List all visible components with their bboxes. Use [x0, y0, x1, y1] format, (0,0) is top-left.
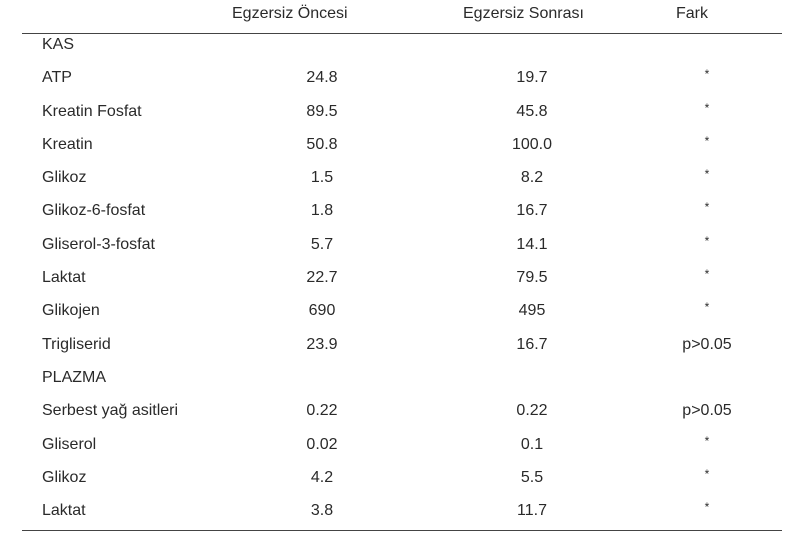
value-pre: 4.2 — [310, 468, 334, 486]
data-table — [22, 0, 782, 520]
table-row — [22, 330, 782, 363]
table-row — [22, 296, 782, 329]
section-row-kas — [22, 30, 782, 63]
value-post: 0.22 — [516, 402, 548, 420]
row-label: Glikoz-6-fosfat — [42, 202, 146, 220]
value-pre: 1.5 — [310, 169, 334, 187]
row-label: ATP — [42, 69, 72, 87]
row-label: Kreatin — [42, 135, 93, 153]
row-label: Kreatin Fosfat — [42, 102, 142, 120]
row-label: Serbest yağ asitleri — [42, 402, 179, 420]
value-post: 495 — [518, 302, 546, 320]
value-post: 8.2 — [520, 169, 544, 187]
row-label: Laktat — [42, 502, 86, 520]
value-post: 5.5 — [520, 468, 544, 486]
row-label: Glikojen — [42, 302, 100, 320]
value-post: 16.7 — [516, 335, 548, 353]
table-row — [22, 230, 782, 263]
table-body — [22, 30, 782, 529]
value-diff: * — [704, 67, 710, 82]
top-rule — [22, 33, 782, 34]
value-diff: * — [704, 133, 710, 148]
value-pre: 24.8 — [306, 69, 338, 87]
value-diff: * — [704, 466, 710, 481]
value-diff: * — [704, 500, 710, 515]
bottom-rule — [22, 530, 782, 531]
value-pre: 690 — [308, 302, 336, 320]
row-label: Gliserol-3-fosfat — [42, 235, 155, 253]
table-header-row — [22, 0, 782, 33]
section-row-plazma — [22, 363, 782, 396]
value-post: 14.1 — [516, 235, 548, 253]
value-diff: * — [704, 200, 710, 215]
value-pre: 3.8 — [310, 502, 334, 520]
table-row — [22, 63, 782, 96]
row-label: Glikoz — [42, 468, 87, 486]
table-row — [22, 163, 782, 196]
value-pre: 23.9 — [306, 335, 338, 353]
value-pre: 5.7 — [310, 235, 334, 253]
header-post-exercise: Egzersiz Sonrası — [463, 5, 584, 22]
value-post: 16.7 — [516, 202, 548, 220]
value-diff: * — [704, 433, 710, 448]
value-pre: 0.02 — [306, 435, 338, 453]
value-post: 0.1 — [520, 435, 544, 453]
header-difference: Fark — [676, 5, 708, 22]
value-pre: 89.5 — [306, 102, 338, 120]
row-label: Gliserol — [42, 435, 97, 453]
table-row — [22, 130, 782, 163]
value-pre: 50.8 — [306, 135, 338, 153]
value-post: 45.8 — [516, 102, 548, 120]
value-pre: 1.8 — [310, 202, 334, 220]
value-diff: * — [704, 300, 710, 315]
section-title: KAS — [42, 36, 75, 53]
value-post: 11.7 — [517, 502, 547, 520]
section-title: PLAZMA — [42, 368, 107, 386]
value-post: 79.5 — [516, 269, 548, 287]
header-pre-exercise: Egzersiz Öncesi — [232, 5, 348, 22]
value-diff: * — [704, 233, 710, 248]
table-row — [22, 196, 782, 229]
row-label: Laktat — [42, 269, 86, 287]
table-row — [22, 263, 782, 296]
table-row — [22, 430, 782, 463]
table-row — [22, 97, 782, 130]
table-row — [22, 496, 782, 529]
row-label: Glikoz — [42, 169, 87, 187]
value-pre: 0.22 — [306, 402, 338, 420]
value-diff: * — [704, 100, 710, 115]
value-diff: p>0.05 — [682, 402, 732, 420]
value-post: 19.7 — [516, 69, 548, 87]
table-row — [22, 396, 782, 429]
table-row — [22, 463, 782, 496]
value-pre: 22.7 — [306, 269, 338, 287]
value-post: 100.0 — [511, 135, 553, 153]
value-diff: * — [704, 267, 710, 282]
value-diff: p>0.05 — [682, 335, 732, 353]
value-diff: * — [704, 167, 710, 182]
row-label: Trigliserid — [42, 335, 111, 353]
